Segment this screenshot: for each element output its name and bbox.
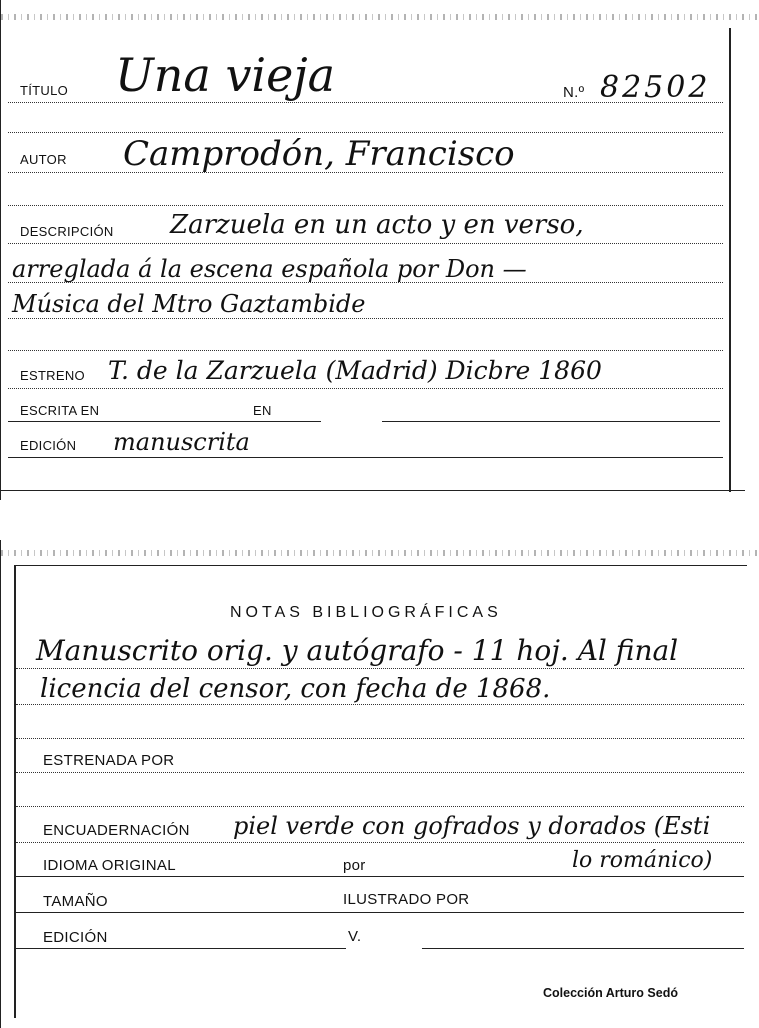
numero-label: N.º: [563, 84, 585, 101]
estrenada-label: ESTRENADA POR: [43, 752, 175, 769]
estreno-label: ESTRENO: [20, 368, 85, 383]
collection-footer: Colección Arturo Sedó: [543, 986, 678, 1000]
spacer-rule-2: [16, 806, 744, 807]
edicion-line: [8, 457, 723, 458]
titulo-line: [8, 102, 723, 103]
encuadernacion-value: piel verde con gofrados y dorados (Esti: [233, 812, 711, 840]
edicion-bottom-label: EDICIÓN: [43, 929, 108, 946]
descripcion-line-3: Música del Mtro Gaztambide: [12, 290, 366, 318]
bottom-card-left-border: [14, 565, 16, 1018]
descripcion-line-2: arreglada á la escena española por Don —: [12, 255, 527, 283]
spacer-line-1: [8, 132, 723, 133]
idioma-label: IDIOMA ORIGINAL: [43, 857, 176, 874]
notes-spacer-rule: [16, 738, 744, 739]
bottom-card-top-border: [14, 565, 747, 566]
paper-blot: [322, 398, 380, 446]
escrita-line-right: [382, 421, 720, 422]
encuadernacion-value-cont: lo románico): [572, 848, 713, 873]
autor-value: Camprodón, Francisco: [123, 134, 515, 174]
descripcion-line-3-rule: [8, 318, 723, 319]
descripcion-line-1: Zarzuela en un acto y en verso,: [170, 210, 584, 240]
por-label: por: [343, 857, 366, 874]
edicion-value: manuscrita: [113, 428, 250, 456]
descripcion-line-2-rule: [8, 282, 723, 283]
torn-edge-bottom-card: [1, 550, 759, 556]
tamano-line: [16, 912, 744, 913]
torn-edge-top: [1, 14, 759, 20]
edicion-bottom-line-left: [16, 948, 346, 949]
estreno-value: T. de la Zarzuela (Madrid) Dicbre 1860: [108, 356, 602, 385]
notes-line-2-rule: [16, 704, 744, 705]
titulo-value: Una vieja: [115, 48, 336, 102]
edicion-label: EDICIÓN: [20, 438, 77, 453]
titulo-label: TÍTULO: [20, 83, 69, 98]
descripcion-line-1-rule: [8, 243, 723, 244]
top-card-right-border: [729, 28, 731, 492]
numero-value: 82502: [600, 70, 711, 105]
notes-line-1: Manuscrito orig. y autógrafo - 11 hoj. Al final: [36, 634, 679, 667]
tamano-label: TAMAÑO: [43, 893, 108, 910]
paper-blot-2: [368, 920, 422, 976]
notes-line-1-rule: [16, 668, 744, 669]
spacer-line-2: [8, 205, 723, 206]
encuadernacion-label: ENCUADERNACIÓN: [43, 822, 190, 839]
estreno-line: [8, 388, 723, 389]
notes-line-2: licencia del censor, con fecha de 1868.: [40, 674, 551, 704]
autor-label: AUTOR: [20, 152, 67, 167]
escrita-en-label: ESCRITA EN: [20, 403, 100, 418]
encuadernacion-line: [16, 842, 744, 843]
descripcion-label: DESCRIPCIÓN: [20, 224, 114, 239]
autor-line: [8, 172, 723, 173]
notas-heading: NOTAS BIBLIOGRÁFICAS: [230, 604, 502, 621]
top-card-bottom-border: [0, 490, 745, 491]
edicion-bottom-line-right: [420, 948, 744, 949]
idioma-line: [16, 876, 744, 877]
estrenada-line: [16, 772, 744, 773]
spacer-line-3: [8, 350, 723, 351]
ilustrado-label: ILUSTRADO POR: [343, 891, 470, 908]
v-label: V.: [348, 928, 362, 945]
escrita-line-left: [8, 421, 321, 422]
en-label: EN: [253, 403, 272, 418]
